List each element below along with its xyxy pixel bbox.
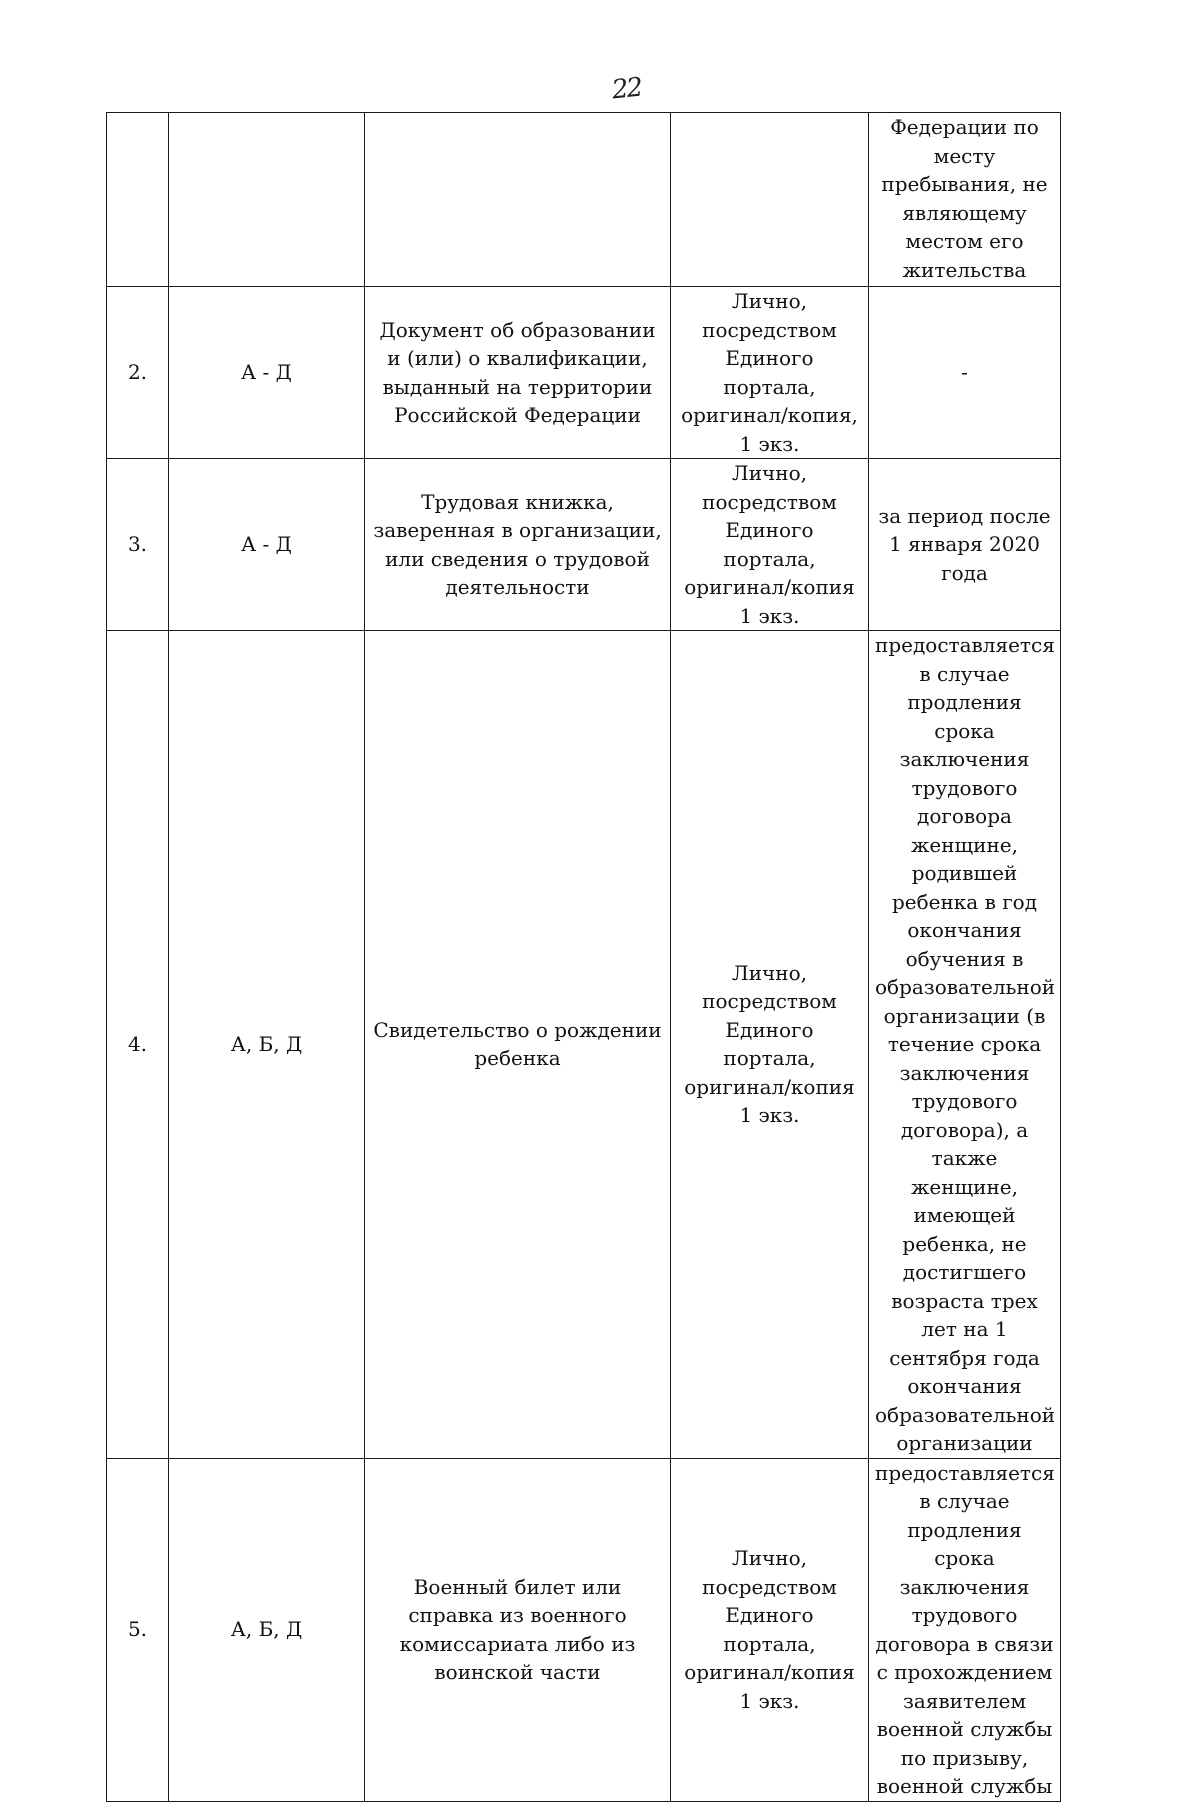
page-number: 22: [610, 72, 643, 106]
row-document: [365, 113, 671, 287]
row-method: Лично, посредством Единого портала, оригинал/копия 1 экз.: [671, 459, 869, 631]
row-categories: [169, 113, 365, 287]
row-method: Лично, посредством Единого портала, оригинал/копия 1 экз.: [671, 1458, 869, 1801]
row-note: за период после 1 января 2020 года: [869, 459, 1061, 631]
row-categories: А, Б, Д: [169, 1458, 365, 1801]
row-method: Лично, посредством Единого портала, оригинал/копия, 1 экз.: [671, 287, 869, 459]
documents-table: [106, 112, 1061, 1802]
row-number: 3.: [107, 459, 169, 631]
row-categories: А - Д: [169, 287, 365, 459]
row-document: Документ об образовании и (или) о квалификации, выданный на территории Российской Федерации: [365, 287, 671, 459]
row-number: 5.: [107, 1458, 169, 1801]
table-row: [107, 113, 1061, 287]
table-row: [107, 459, 1061, 631]
row-method: [671, 113, 869, 287]
row-note: Федерации по месту пребывания, не являющему местом его жительства: [869, 113, 1061, 287]
row-categories: А - Д: [169, 459, 365, 631]
row-document: Свидетельство о рождении ребенка: [365, 631, 671, 1459]
row-number: 4.: [107, 631, 169, 1459]
row-method: Лично, посредством Единого портала, оригинал/копия 1 экз.: [671, 631, 869, 1459]
row-categories: А, Б, Д: [169, 631, 365, 1459]
row-note: предоставляется в случае продления срока заключения трудового договора в связи с прохождением заявителем военной службы по призыву, военной службы: [869, 1458, 1061, 1801]
table-row: [107, 631, 1061, 1459]
table-row: [107, 287, 1061, 459]
table-row: [107, 1458, 1061, 1801]
row-document: Военный билет или справка из военного комиссариата либо из воинской части: [365, 1458, 671, 1801]
row-number: 2.: [107, 287, 169, 459]
row-note: предоставляется в случае продления срока заключения трудового договора женщине, родившей ребенка в год окончания обучения в образовательной организации (в течение срока заключения трудового договора), а также женщине, имеющей ребенка, не достигшего возраста трех лет на 1 сентября года окончания образовательной организации: [869, 631, 1061, 1459]
row-number: [107, 113, 169, 287]
row-note: -: [869, 287, 1061, 459]
row-document: Трудовая книжка, заверенная в организации, или сведения о трудовой деятельности: [365, 459, 671, 631]
